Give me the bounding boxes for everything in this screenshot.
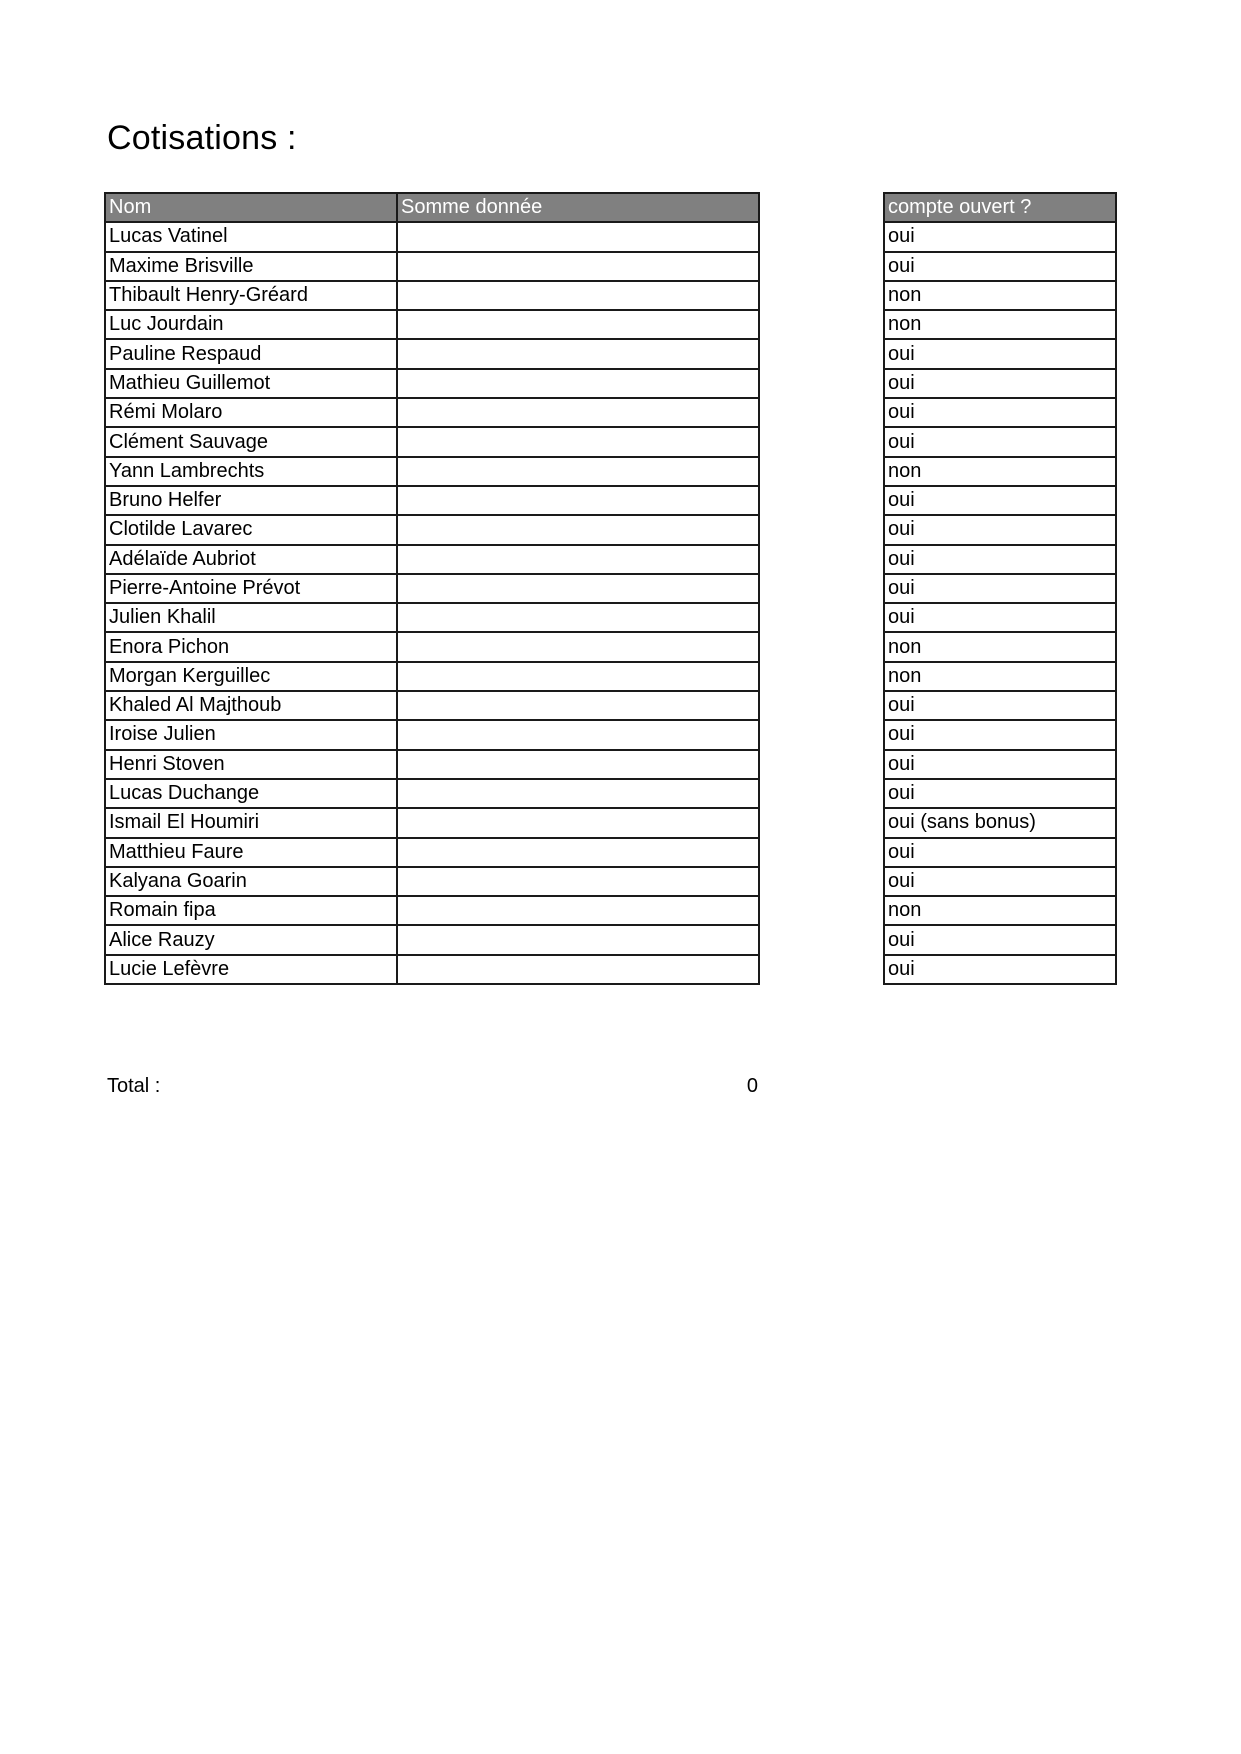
cell-somme-donnee[interactable] [397, 310, 759, 339]
table-row [884, 808, 1116, 837]
cell-compte-ouvert[interactable]: oui [884, 427, 1116, 456]
table-row [105, 896, 759, 925]
cell-nom[interactable]: Rémi Molaro [105, 398, 397, 427]
cell-somme-donnee[interactable] [397, 662, 759, 691]
table-row [884, 369, 1116, 398]
table-row [105, 720, 759, 749]
cell-somme-donnee[interactable] [397, 955, 759, 984]
table-row [884, 691, 1116, 720]
column-header-somme-donnee: Somme donnée [397, 193, 759, 222]
table-row [105, 545, 759, 574]
cell-compte-ouvert[interactable]: oui [884, 369, 1116, 398]
cell-compte-ouvert[interactable]: non [884, 632, 1116, 661]
table-row [884, 603, 1116, 632]
table-row [105, 310, 759, 339]
cell-somme-donnee[interactable] [397, 808, 759, 837]
cell-compte-ouvert[interactable]: oui [884, 574, 1116, 603]
table-row [105, 632, 759, 661]
cell-nom[interactable]: Enora Pichon [105, 632, 397, 661]
table-row [884, 222, 1116, 251]
table-row [884, 838, 1116, 867]
cell-compte-ouvert[interactable]: non [884, 896, 1116, 925]
cell-somme-donnee[interactable] [397, 750, 759, 779]
table-row [884, 310, 1116, 339]
cell-nom[interactable]: Mathieu Guillemot [105, 369, 397, 398]
cell-nom[interactable]: Ismail El Houmiri [105, 808, 397, 837]
cell-nom[interactable]: Thibault Henry-Gréard [105, 281, 397, 310]
cell-nom[interactable]: Matthieu Faure [105, 838, 397, 867]
table-row [884, 779, 1116, 808]
total-label: Total : [107, 1075, 161, 1097]
total-value: 0 [746, 1075, 758, 1097]
cotisations-table [104, 192, 760, 985]
cell-compte-ouvert[interactable]: oui [884, 720, 1116, 749]
cell-compte-ouvert[interactable]: oui (sans bonus) [884, 808, 1116, 837]
cell-nom[interactable]: Lucie Lefèvre [105, 955, 397, 984]
table-row [105, 808, 759, 837]
table-row [884, 867, 1116, 896]
cell-compte-ouvert[interactable]: non [884, 457, 1116, 486]
cell-nom[interactable]: Clotilde Lavarec [105, 515, 397, 544]
cell-somme-donnee[interactable] [397, 867, 759, 896]
cell-compte-ouvert[interactable]: oui [884, 222, 1116, 251]
cell-compte-ouvert[interactable]: oui [884, 691, 1116, 720]
cell-somme-donnee[interactable] [397, 720, 759, 749]
cell-compte-ouvert[interactable]: oui [884, 838, 1116, 867]
table-row [105, 779, 759, 808]
table-row [884, 896, 1116, 925]
table-row [105, 603, 759, 632]
table-row [884, 574, 1116, 603]
cell-somme-donnee[interactable] [397, 369, 759, 398]
cell-somme-donnee[interactable] [397, 339, 759, 368]
table-row [884, 720, 1116, 749]
cell-compte-ouvert[interactable]: non [884, 662, 1116, 691]
table-row [105, 398, 759, 427]
cell-somme-donnee[interactable] [397, 925, 759, 954]
cell-somme-donnee[interactable] [397, 486, 759, 515]
table-row [884, 515, 1116, 544]
table-row [105, 515, 759, 544]
cell-nom[interactable]: Yann Lambrechts [105, 457, 397, 486]
cell-compte-ouvert[interactable]: oui [884, 252, 1116, 281]
column-header-nom: Nom [105, 193, 397, 222]
cell-somme-donnee[interactable] [397, 545, 759, 574]
cell-nom[interactable]: Maxime Brisville [105, 252, 397, 281]
cell-somme-donnee[interactable] [397, 838, 759, 867]
cell-compte-ouvert[interactable]: oui [884, 603, 1116, 632]
cell-nom[interactable]: Lucas Duchange [105, 779, 397, 808]
cell-somme-donnee[interactable] [397, 427, 759, 456]
cell-nom[interactable]: Pierre-Antoine Prévot [105, 574, 397, 603]
cell-nom[interactable]: Lucas Vatinel [105, 222, 397, 251]
cell-compte-ouvert[interactable]: non [884, 281, 1116, 310]
table-row [105, 867, 759, 896]
cell-nom[interactable]: Henri Stoven [105, 750, 397, 779]
cell-somme-donnee[interactable] [397, 281, 759, 310]
compte-ouvert-table [883, 192, 1117, 985]
cell-somme-donnee[interactable] [397, 457, 759, 486]
cell-compte-ouvert[interactable]: oui [884, 925, 1116, 954]
table-row [884, 925, 1116, 954]
column-header-compte-ouvert: compte ouvert ? [884, 193, 1116, 222]
table-row [884, 398, 1116, 427]
table-row [884, 457, 1116, 486]
table-row [105, 281, 759, 310]
table-row [884, 427, 1116, 456]
cell-nom[interactable]: Iroise Julien [105, 720, 397, 749]
table-row [884, 955, 1116, 984]
cell-nom[interactable]: Pauline Respaud [105, 339, 397, 368]
table-row [884, 545, 1116, 574]
cell-somme-donnee[interactable] [397, 632, 759, 661]
table-row [105, 427, 759, 456]
cell-compte-ouvert[interactable]: oui [884, 515, 1116, 544]
cell-compte-ouvert[interactable]: oui [884, 545, 1116, 574]
table-row [884, 281, 1116, 310]
cell-nom[interactable]: Adélaïde Aubriot [105, 545, 397, 574]
cell-somme-donnee[interactable] [397, 896, 759, 925]
table-row [884, 486, 1116, 515]
cell-nom[interactable]: Clément Sauvage [105, 427, 397, 456]
table-row [884, 662, 1116, 691]
page-title: Cotisations : [107, 119, 297, 157]
cell-somme-donnee[interactable] [397, 779, 759, 808]
table-row [105, 252, 759, 281]
cell-compte-ouvert[interactable]: oui [884, 486, 1116, 515]
cell-somme-donnee[interactable] [397, 603, 759, 632]
cell-somme-donnee[interactable] [397, 574, 759, 603]
table-row [105, 955, 759, 984]
cell-somme-donnee[interactable] [397, 691, 759, 720]
table-row [105, 457, 759, 486]
table-row [884, 339, 1116, 368]
table-row [105, 662, 759, 691]
cell-nom[interactable]: Julien Khalil [105, 603, 397, 632]
cell-nom[interactable]: Bruno Helfer [105, 486, 397, 515]
cell-somme-donnee[interactable] [397, 252, 759, 281]
table-row [105, 574, 759, 603]
table-row [884, 632, 1116, 661]
cell-nom[interactable]: Alice Rauzy [105, 925, 397, 954]
cell-nom[interactable]: Khaled Al Majthoub [105, 691, 397, 720]
table-header-row [105, 193, 759, 222]
table-row [105, 838, 759, 867]
cell-compte-ouvert[interactable]: oui [884, 955, 1116, 984]
cell-somme-donnee[interactable] [397, 222, 759, 251]
cell-compte-ouvert[interactable]: oui [884, 398, 1116, 427]
cell-compte-ouvert[interactable]: oui [884, 750, 1116, 779]
table-row [105, 369, 759, 398]
cell-compte-ouvert[interactable]: non [884, 310, 1116, 339]
cell-nom[interactable]: Kalyana Goarin [105, 867, 397, 896]
table-row [884, 252, 1116, 281]
cell-nom[interactable]: Morgan Kerguillec [105, 662, 397, 691]
cell-compte-ouvert[interactable]: oui [884, 339, 1116, 368]
table-row [105, 691, 759, 720]
cell-compte-ouvert[interactable]: oui [884, 867, 1116, 896]
cell-compte-ouvert[interactable]: oui [884, 779, 1116, 808]
table-row [105, 925, 759, 954]
table-header-row [884, 193, 1116, 222]
cell-nom[interactable]: Luc Jourdain [105, 310, 397, 339]
table-row [105, 222, 759, 251]
cell-somme-donnee[interactable] [397, 398, 759, 427]
table-row [105, 486, 759, 515]
table-row [105, 750, 759, 779]
table-row [105, 339, 759, 368]
cell-somme-donnee[interactable] [397, 515, 759, 544]
table-row [884, 750, 1116, 779]
cell-nom[interactable]: Romain fipa [105, 896, 397, 925]
